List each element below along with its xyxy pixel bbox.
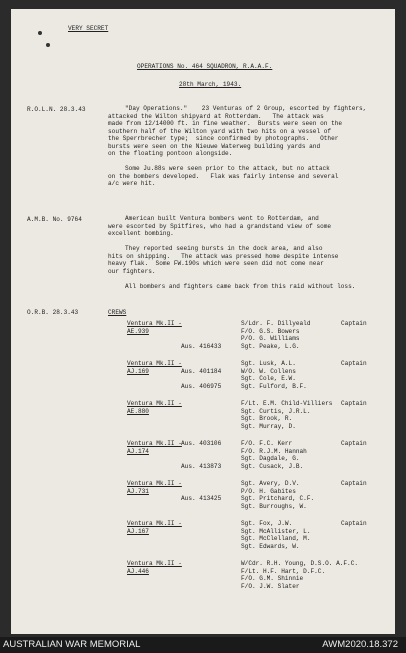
- crew-role: Captain: [341, 480, 367, 487]
- service-number: Aus. 416433: [181, 342, 222, 350]
- entry-text-line: Some Ju.88s were seen prior to the attack, but no attack: [125, 165, 330, 172]
- entry-text-line: hits on shipping. The attack was pressed home despite intense: [108, 252, 339, 260]
- crew-member-name: Sgt. Avery, D.V.: [241, 480, 300, 487]
- crew-role: Captain: [341, 440, 367, 447]
- crew-member-name: Sgt. Cusack, J.B.: [241, 462, 304, 470]
- crew-member-name: Sgt. Burroughs, W.: [241, 502, 307, 510]
- crew-role: Captain: [341, 400, 367, 407]
- crew-member-name: F/O. G.M. Shinnie: [241, 575, 304, 582]
- crew-member-name: F/Lt. H.F. Hart, D.F.C.: [241, 567, 326, 575]
- crew-member-name: Sgt. Murray, D.: [241, 422, 296, 430]
- crew-member-name: Sgt. McClelland, M.: [241, 535, 311, 542]
- aircraft-serial: AJ.446: [127, 567, 149, 575]
- entry-text-line: our fighters.: [108, 267, 156, 275]
- aircraft-type: Ventura Mk.II -: [127, 320, 182, 327]
- crew-member-name: Sgt. Edwards, W.: [241, 542, 300, 550]
- crew-member-name: S/Ldr. F. Dillyeald: [241, 320, 311, 327]
- service-number: Aus. 406975: [181, 382, 222, 390]
- crew-member-name: Sgt. Fulford, B.F.: [241, 382, 307, 390]
- crew-member-name: F/Lt. E.M. Child-Villiers: [241, 400, 333, 407]
- entry-text-line: the Sperrbrecher type; since confirmed by photographs. Other: [108, 135, 339, 142]
- document-page: [11, 9, 395, 634]
- crew-member-name: P/O. H. Gabites: [241, 487, 296, 495]
- crew-member-name: Sgt. Lusk, A.L.: [241, 360, 296, 367]
- crew-role: Captain: [341, 320, 367, 327]
- aircraft-serial: AE.939: [127, 327, 149, 335]
- entry-ref: R.O.L.N. 28.3.43: [27, 106, 86, 113]
- footer-right-label: AWM2020.18.372: [322, 639, 398, 650]
- service-number: Aus. 413873: [181, 462, 222, 470]
- crew-member-name: Sgt. Pritchard, C.F.: [241, 495, 315, 502]
- entry-text-line: excellent bombing.: [108, 230, 174, 237]
- classification-label: VERY SECRET: [68, 25, 109, 32]
- entry-text-line: made from 12/14000 ft. in fine weather. Bursts were seen on the: [108, 120, 343, 127]
- aircraft-type: Ventura Mk.II -: [127, 400, 182, 407]
- entry-text-line: on the floating pontoon alongside.: [108, 150, 233, 157]
- crew-member-name: F/O. R.J.M. Hannah: [241, 447, 307, 455]
- service-number: Aus. 401184: [181, 367, 222, 375]
- aircraft-serial: AJ.169: [127, 367, 149, 375]
- entry-text-line: American built Ventura bombers went to Rotterdam, and: [125, 215, 319, 222]
- crew-member-name: Sgt. Curtis, J.R.L.: [241, 407, 311, 415]
- crew-member-name: Sgt. Peake, L.G.: [241, 342, 300, 350]
- crew-member-name: Sgt. Brook, R.: [241, 415, 293, 422]
- crew-member-name: Sgt. McAllister, L.: [241, 527, 311, 535]
- aircraft-serial: AJ.174: [127, 447, 149, 455]
- crew-member-name: F/O. F.C. Kerr: [241, 440, 293, 447]
- crew-role: Captain: [341, 520, 367, 527]
- document-date: 28th March, 1943.: [179, 81, 242, 88]
- aircraft-type: Ventura Mk.II -: [127, 440, 182, 447]
- crews-label: CREWS: [108, 309, 127, 316]
- crew-member-name: W/O. W. Collens: [241, 367, 296, 375]
- punch-hole: [46, 43, 50, 47]
- crew-role: Captain: [341, 360, 367, 367]
- aircraft-type: Ventura Mk.II -: [127, 520, 182, 527]
- entry-text-line: a/c were hit.: [108, 180, 156, 187]
- aircraft-serial: AE.880: [127, 407, 149, 415]
- aircraft-type: Ventura Mk.II -: [127, 360, 182, 367]
- aircraft-serial: AJ.167: [127, 527, 149, 535]
- entry-ref: A.M.B. No. 9764: [27, 216, 82, 223]
- crew-member-name: Sgt. Dagdale, G.: [241, 455, 300, 462]
- crew-member-name: W/Cdr. R.H. Young, D.S.O. A.F.C.: [241, 560, 359, 567]
- crew-member-name: F/O. G.S. Bowers: [241, 327, 300, 335]
- service-number: Aus. 403106: [181, 440, 222, 447]
- crew-member-name: P/O. G. Williams: [241, 335, 300, 342]
- entry-text-line: bursts were seen on the Nieuwe Waterweg building yards and: [108, 142, 321, 150]
- entry-text-line: "Day Operations." 23 Venturas of 2 Group, escorted by fighters,: [125, 105, 367, 112]
- crews-ref: O.R.B. 28.3.43: [27, 309, 79, 316]
- footer-bar: [0, 637, 406, 653]
- entry-text-line: heavy flak. Some FW.190s which were seen did not come near: [108, 260, 324, 267]
- entry-text-line: attacked the Wilton shipyard at Rotterdam. The attack was: [108, 112, 324, 120]
- aircraft-type: Ventura Mk.II -: [127, 560, 182, 567]
- entry-text-line: They reported seeing bursts in the dock area, and also: [125, 245, 323, 252]
- entry-text-line: were escorted by Spitfires, who had a grandstand view of some: [108, 222, 332, 230]
- entry-text-line: on the bombers developed. Flak was fairly intense and several: [108, 172, 339, 180]
- aircraft-serial: AJ.731: [127, 487, 149, 495]
- document-heading: OPERATIONS No. 464 SQUADRON, R.A.A.F.: [137, 63, 273, 70]
- footer-left-label: AUSTRALIAN WAR MEMORIAL: [3, 639, 141, 650]
- crew-member-name: F/O. J.W. Slater: [241, 582, 300, 590]
- entry-text-line: southern half of the Wilton yard with two hits on a vessel of: [108, 127, 332, 135]
- crew-member-name: Sgt. Fox, J.W.: [241, 520, 293, 527]
- aircraft-type: Ventura Mk.II -: [127, 480, 182, 487]
- service-number: Aus. 413425: [181, 495, 222, 502]
- punch-hole: [38, 31, 42, 35]
- entry-text-line: All bombers and fighters came back from this raid without loss.: [125, 282, 356, 290]
- crew-member-name: Sgt. Cole, E.W.: [241, 375, 296, 382]
